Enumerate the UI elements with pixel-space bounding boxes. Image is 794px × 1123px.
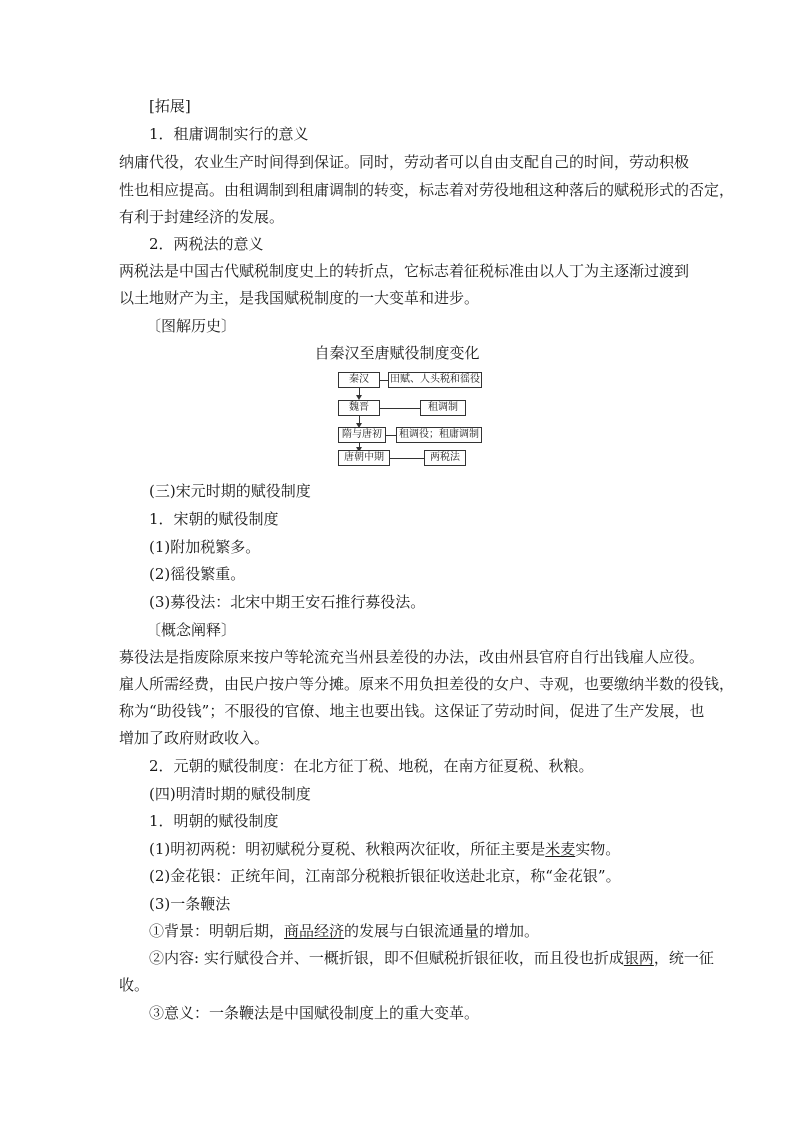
item-heading: 1．租庸调制实行的意义 [149,125,309,143]
system-box: 租调役；租庸调制 [396,427,482,443]
section-head: (四)明清时期的赋役制度 [149,785,311,803]
paragraph-line: 雇人所需经费，由民户按户等分摊。原来不用负担差役的女户、寺观，也要缴纳半数的役钱， [119,675,735,693]
system-box: 田赋、人头税和徭役 [388,372,482,388]
system-box: 两税法 [424,450,466,466]
section-head-extension: [拓展] [149,97,191,115]
text-run: ，统一征 [653,949,714,967]
list-item: (3)一条鞭法 [149,895,231,913]
text-run: 的发展与白银流通量的增加。 [344,922,540,940]
item-heading: 1．宋朝的赋役制度 [149,510,279,528]
connector-line [390,458,424,459]
list-item: (2)徭役繁重。 [149,565,246,583]
list-item [149,839,620,859]
system-box: 租调制 [420,400,466,416]
underlined-term: 米麦 [545,840,576,858]
text-run: ②内容: 实行赋役合并、一概折银，即不但赋税折银征收，而且役也折成 [149,949,624,967]
paragraph-line: 募役法是指废除原来按户等轮流充当州县差役的办法，改由州县官府自行出钱雇人应役。 [119,648,705,666]
period-box: 秦汉 [338,372,380,388]
connector-line [380,380,388,381]
concept-head: 〔概念阐释〕 [146,621,237,639]
paragraph-line: 收。 [119,976,150,994]
paragraph-line: 两税法是中国古代赋税制度史上的转折点，它标志着征税标准由以人丁为主逐渐过渡到 [119,262,690,280]
paragraph-line: 增加了政府财政收入。 [119,729,270,747]
section-head-diagram: 〔图解历史〕 [146,317,237,335]
paragraph-line: 称为“助役钱”；不服役的官僚、地主也要出钱。这保证了劳动时间，促进了生产发展，也 [119,702,705,720]
text-run: ①背景：明朝后期， [149,922,285,940]
list-item: (1)附加税繁多。 [149,538,261,556]
item-heading: 2．元朝的赋役制度：在北方征丁税、地税，在南方征夏税、秋粮。 [149,757,594,775]
list-item: (3)募役法：北宋中期王安石推行募役法。 [149,593,426,611]
list-item: (2)金花银：正统年间，江南部分税粮折银征收送赴北京，称“金花银”。 [149,867,621,885]
text-run: (1)明初两税：明初赋税分夏税、秋粮两次征收，所征主要是 [149,840,546,858]
text-run: 实物。 [575,840,621,858]
connector-line [380,408,420,409]
connector-line [386,435,396,436]
underlined-term: 银两 [623,949,654,967]
paragraph-line: 性也相应提高。由租调制到租庸调制的转变，标志着对劳役地租这种落后的赋税形式的否定， [119,181,735,199]
diagram-title: 自秦汉至唐赋役制度变化 [314,344,480,362]
period-box: 唐朝中期 [338,450,390,466]
paragraph-line: 以土地财产为主，是我国赋税制度的一大变革和进步。 [119,289,480,307]
section-head: (三)宋元时期的赋役制度 [149,482,311,500]
paragraph-line: 纳庸代役，农业生产时间得到保证。同时，劳动者可以自由支配自己的时间，劳动积极 [119,153,690,171]
list-item [149,921,539,941]
item-heading: 2．两税法的意义 [149,235,264,253]
item-heading: 1．明朝的赋役制度 [149,812,279,830]
period-box: 魏晋 [338,400,380,416]
underlined-term: 商品经济 [284,922,345,940]
paragraph-line: 有利于封建经济的发展。 [119,208,285,226]
list-item: ③意义：一条鞭法是中国赋役制度上的重大变革。 [149,1004,480,1022]
period-box: 隋与唐初 [338,427,386,443]
list-item [149,948,714,968]
